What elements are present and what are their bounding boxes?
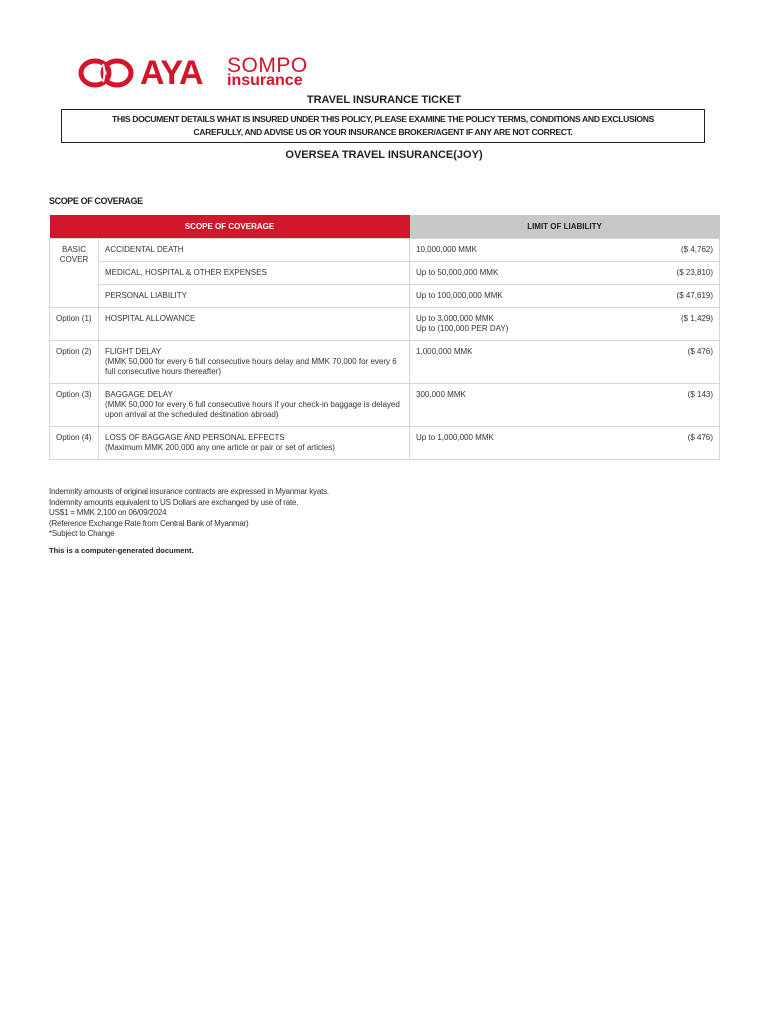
- liability-cell: [410, 427, 720, 460]
- limit-mmk: Up to 50,000,000 MMK: [416, 268, 499, 277]
- exchange-rate-notes: [49, 487, 649, 540]
- coverage-item: [99, 308, 410, 341]
- table-row: [50, 427, 720, 460]
- basic-cover-label: BASIC COVER: [50, 239, 99, 308]
- scope-heading: SCOPE OF COVERAGE: [49, 196, 143, 206]
- coverage-item-detail: (Maximum MMK 200,000 any one article or pair or set of articles): [105, 443, 335, 452]
- header-scope-of-coverage: SCOPE OF COVERAGE: [50, 215, 410, 239]
- notice-line-1: THIS DOCUMENT DETAILS WHAT IS INSURED UNDER THIS POLICY, PLEASE EXAMINE THE POLICY TERMS, CONDITIONS AND EXCLUSIONS: [112, 114, 654, 124]
- limit-usd: ($ 47,619): [676, 291, 714, 300]
- coverage-item-title: HOSPITAL ALLOWANCE: [105, 314, 196, 323]
- limit-usd: ($ 4,762): [680, 245, 714, 254]
- table-row: [50, 262, 720, 285]
- note-line: Indemnity amounts of original insurance contracts are expressed in Myanmar kyats.: [49, 487, 329, 496]
- liability-cell: [410, 341, 720, 384]
- liability-cell: [410, 239, 720, 262]
- coverage-item: [99, 341, 410, 384]
- coverage-item: [99, 384, 410, 427]
- table-row: [50, 308, 720, 341]
- liability-cell: [410, 384, 720, 427]
- limit-mmk: Up to 3,000,000 MMK: [416, 314, 494, 323]
- option-label: Option (4): [50, 427, 99, 460]
- note-line: US$1 = MMK 2,100 on 06/09/2024: [49, 508, 167, 517]
- limit-usd: ($ 23,810): [676, 268, 714, 277]
- coverage-item: [99, 427, 410, 460]
- limit-detail: Up to (100,000 PER DAY): [416, 324, 509, 333]
- limit-mmk: 300,000 MMK: [416, 390, 466, 399]
- liability-cell: [410, 308, 720, 341]
- coverage-table: [49, 215, 720, 460]
- limit-mmk: Up to 1,000,000 MMK: [416, 433, 494, 442]
- logo-sompo-text: SOMPO: [227, 54, 308, 77]
- note-line: *Subject to Change: [49, 529, 115, 538]
- coverage-item-detail: (MMK 50,000 for every 6 full consecutive hours delay and MMK 70,000 for every 6 full consecutive hours thereafter): [105, 357, 397, 376]
- coverage-item-title: FLIGHT DELAY: [105, 347, 162, 356]
- policy-notice-box: [61, 109, 705, 143]
- coverage-item-detail: (MMK 50,000 for every 6 full consecutive hours if your check-in baggage is delayed upon arrival at the scheduled destination abroad): [105, 400, 400, 419]
- notice-line-2: CAREFULLY, AND ADVISE US OR YOUR INSURANCE BROKER/AGENT IF ANY ARE NOT CORRECT.: [193, 127, 573, 137]
- header-limit-of-liability: LIMIT OF LIABILITY: [410, 215, 720, 239]
- logo-insurance-text: insurance: [227, 72, 303, 89]
- option-label: Option (1): [50, 308, 99, 341]
- table-header-row: [50, 215, 720, 239]
- limit-mmk: Up to 100,000,000 MMK: [416, 291, 503, 300]
- coverage-item: MEDICAL, HOSPITAL & OTHER EXPENSES: [99, 262, 410, 285]
- product-subtitle: OVERSEA TRAVEL INSURANCE(JOY): [285, 149, 483, 161]
- table-row: [50, 285, 720, 308]
- coverage-item: PERSONAL LIABILITY: [99, 285, 410, 308]
- liability-cell: [410, 285, 720, 308]
- limit-usd: ($ 476): [687, 347, 714, 356]
- liability-cell: [410, 262, 720, 285]
- table-row: [50, 341, 720, 384]
- computer-generated-note: This is a computer-generated document.: [49, 546, 194, 555]
- coverage-item-title: BAGGAGE DELAY: [105, 390, 173, 399]
- note-line: Indemnity amounts equivalent to US Dollars are exchanged by use of rate.: [49, 497, 299, 507]
- limit-usd: ($ 1,429): [680, 314, 714, 323]
- logo-aya-text: AYA: [140, 54, 203, 92]
- option-label: Option (2): [50, 341, 99, 384]
- option-label: Option (3): [50, 384, 99, 427]
- coverage-item-title: LOSS OF BAGGAGE AND PERSONAL EFFECTS: [105, 433, 285, 442]
- limit-mmk: 10,000,000 MMK: [416, 245, 477, 254]
- aya-sompo-logo: [77, 56, 307, 92]
- note-line: (Reference Exchange Rate from Central Bank of Myanmar): [49, 518, 249, 528]
- table-row: [50, 384, 720, 427]
- limit-mmk: 1,000,000 MMK: [416, 347, 473, 356]
- coverage-item: ACCIDENTAL DEATH: [99, 239, 410, 262]
- limit-usd: ($ 143): [687, 390, 714, 399]
- table-row: [50, 239, 720, 262]
- rings-logo-icon: [77, 56, 141, 90]
- limit-usd: ($ 476): [687, 433, 714, 442]
- document-title: TRAVEL INSURANCE TICKET: [306, 94, 462, 106]
